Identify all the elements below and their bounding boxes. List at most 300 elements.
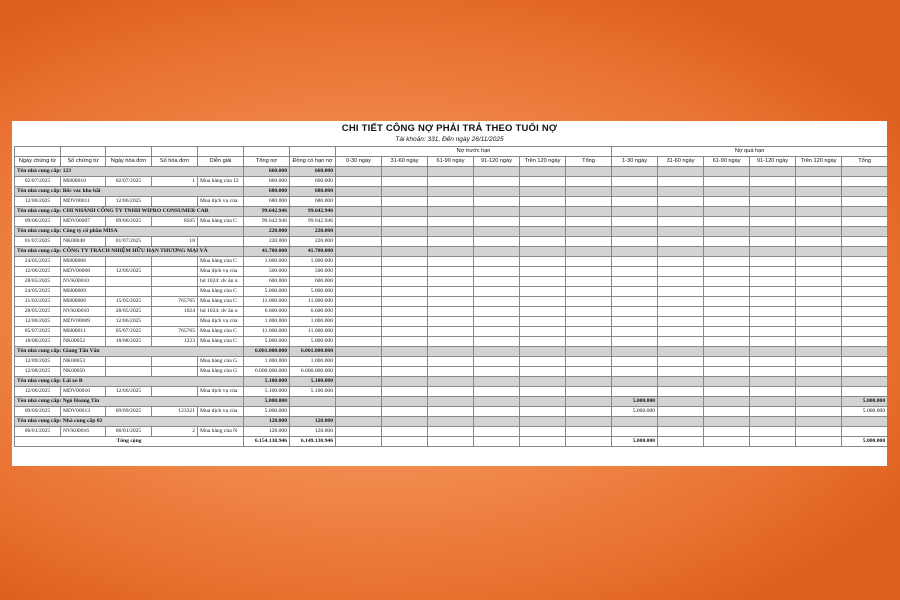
cell-overdue-total xyxy=(842,327,887,337)
cell-invoice-no xyxy=(152,267,198,277)
cell-invoice-no xyxy=(152,197,198,207)
cell-overdue xyxy=(658,197,704,207)
cell-overdue xyxy=(704,297,750,307)
cell-before-due xyxy=(474,277,520,287)
cell-overdue-1-30 xyxy=(612,177,658,187)
supplier-name: Tên nhà cung cấp: Giang Tấn Văn xyxy=(15,347,244,357)
cell-before-due xyxy=(566,347,612,357)
cell-voucher-date: 28/05/2025 xyxy=(15,277,61,287)
cell-has-term: 220.000 xyxy=(290,227,336,237)
cell-before-due xyxy=(520,407,566,417)
cell-total-debt: 6.000.000.000 xyxy=(244,367,290,377)
cell-before-due xyxy=(382,407,428,417)
cell-before-due xyxy=(336,367,382,377)
cell-before-due xyxy=(520,377,566,387)
cell-before-due xyxy=(428,357,474,367)
cell-invoice-date xyxy=(106,357,152,367)
cell-total-debt: 5.000.000 xyxy=(244,287,290,297)
cell-overdue xyxy=(796,217,842,227)
cell-overdue xyxy=(796,237,842,247)
cell-overdue xyxy=(750,317,796,327)
cell-voucher-no: MDV00010 xyxy=(61,387,106,397)
cell-before-due xyxy=(566,197,612,207)
cell-before-due xyxy=(566,287,612,297)
cell-overdue-1-30 xyxy=(612,347,658,357)
cell-before-due xyxy=(382,247,428,257)
cell-overdue-total: 5.000.000 xyxy=(842,437,887,447)
col-voucher-no: Số chứng từ xyxy=(61,157,106,167)
col-before-61-90: 61-90 ngày xyxy=(428,157,474,167)
cell-has-term: 660.000 xyxy=(290,167,336,177)
cell-total-debt: 6.154.130.946 xyxy=(244,437,290,447)
cell-before-due xyxy=(520,367,566,377)
cell-before-due xyxy=(428,397,474,407)
cell-before-due xyxy=(520,427,566,437)
cell-overdue xyxy=(658,347,704,357)
cell-before-due xyxy=(566,397,612,407)
cell-voucher-date: 06/01/2025 xyxy=(15,427,61,437)
cell-has-term: 128.000 xyxy=(290,427,336,437)
cell-invoice-date: 05/07/2025 xyxy=(106,327,152,337)
cell-total-debt: 99.642.946 xyxy=(244,207,290,217)
cell-before-due xyxy=(428,167,474,177)
table-row xyxy=(15,257,888,267)
cell-overdue xyxy=(750,427,796,437)
cell-before-due xyxy=(336,177,382,187)
cell-before-due xyxy=(428,377,474,387)
cell-overdue-total xyxy=(842,197,887,207)
supplier-name: Tên nhà cung cấp: CÔNG TY TRÁCH NHIỆM HỮU HẠN THƯƠNG MẠI VÀ xyxy=(15,247,244,257)
cell-overdue xyxy=(796,187,842,197)
supplier-name: Tên nhà cung cấp: CHI NHÁNH CÔNG TY TNHH WIPRO CONSUMER CAR xyxy=(15,207,244,217)
cell-overdue xyxy=(658,167,704,177)
cell-before-due xyxy=(566,367,612,377)
cell-before-due xyxy=(428,317,474,327)
header-before-due: Nợ trước hạn xyxy=(336,147,612,157)
table-row xyxy=(15,427,888,437)
cell-invoice-date xyxy=(106,287,152,297)
cell-before-due xyxy=(428,247,474,257)
cell-before-due xyxy=(382,317,428,327)
cell-voucher-no: NK00052 xyxy=(61,337,106,347)
cell-before-due xyxy=(382,167,428,177)
cell-total-debt: 11.000.000 xyxy=(244,327,290,337)
cell-voucher-no: NVK00010 xyxy=(61,307,106,317)
cell-invoice-date xyxy=(106,367,152,377)
cell-overdue xyxy=(658,267,704,277)
cell-total-debt: 500.000 xyxy=(244,267,290,277)
cell-overdue xyxy=(704,257,750,267)
cell-before-due xyxy=(428,427,474,437)
cell-overdue xyxy=(658,307,704,317)
cell-overdue-1-30 xyxy=(612,167,658,177)
cell-total-debt: 5.000.000 xyxy=(244,337,290,347)
cell-overdue xyxy=(658,417,704,427)
cell-invoice-date: 01/07/2025 xyxy=(106,237,152,247)
cell-overdue xyxy=(658,377,704,387)
table-row xyxy=(15,177,888,187)
cell-overdue xyxy=(796,227,842,237)
cell-before-due xyxy=(382,437,428,447)
cell-overdue xyxy=(658,397,704,407)
supplier-name: Tên nhà cung cấp: Công ty cổ phần MISA xyxy=(15,227,244,237)
col-overdue-1-30: 1-30 ngày xyxy=(612,157,658,167)
cell-overdue xyxy=(750,437,796,447)
cell-before-due xyxy=(520,277,566,287)
cell-overdue xyxy=(704,287,750,297)
cell-before-due xyxy=(520,357,566,367)
cell-total-debt: 680.000 xyxy=(244,187,290,197)
cell-voucher-no: MDV00013 xyxy=(61,407,106,417)
cell-invoice-no: 123321 xyxy=(152,407,198,417)
cell-before-due xyxy=(382,347,428,357)
cell-before-due xyxy=(566,307,612,317)
cell-has-term: 500.000 xyxy=(290,267,336,277)
cell-overdue-total xyxy=(842,287,887,297)
table-row xyxy=(15,287,888,297)
cell-before-due xyxy=(566,357,612,367)
cell-voucher-date: 12/06/2025 xyxy=(15,197,61,207)
cell-total-debt: 5.000.000 xyxy=(244,397,290,407)
cell-before-due xyxy=(336,297,382,307)
cell-total-debt: 5.100.000 xyxy=(244,377,290,387)
cell-voucher-date: 12/06/2025 xyxy=(15,317,61,327)
cell-total-debt: 128.000 xyxy=(244,417,290,427)
cell-overdue-1-30 xyxy=(612,417,658,427)
cell-description: Mua dịch vụ của xyxy=(198,387,244,397)
cell-overdue-total xyxy=(842,267,887,277)
cell-voucher-no: MDV00009 xyxy=(61,317,106,327)
cell-before-due xyxy=(520,177,566,187)
cell-before-due xyxy=(336,417,382,427)
supplier-group-row xyxy=(15,347,888,357)
cell-has-term: 41.700.000 xyxy=(290,247,336,257)
supplier-group-row xyxy=(15,187,888,197)
cell-before-due xyxy=(428,207,474,217)
cell-overdue-1-30 xyxy=(612,327,658,337)
cell-before-due xyxy=(566,257,612,267)
cell-before-due xyxy=(474,437,520,447)
supplier-group-row xyxy=(15,167,888,177)
cell-before-due xyxy=(520,247,566,257)
cell-total-debt: 99.642.946 xyxy=(244,217,290,227)
cell-voucher-date: 05/07/2025 xyxy=(15,327,61,337)
cell-overdue xyxy=(658,247,704,257)
cell-voucher-no: MDV00011 xyxy=(61,197,106,207)
col-total-debt: Tổng nợ xyxy=(244,157,290,167)
cell-overdue-total xyxy=(842,367,887,377)
cell-before-due xyxy=(474,377,520,387)
cell-invoice-date: 06/01/2025 xyxy=(106,427,152,437)
cell-description: Mua hàng của 12 xyxy=(198,177,244,187)
col-invoice-date: Ngày hóa đơn xyxy=(106,157,152,167)
supplier-name: Tên nhà cung cấp: Nhà cung cấp 02 xyxy=(15,417,244,427)
cell-overdue xyxy=(750,237,796,247)
cell-before-due xyxy=(382,377,428,387)
cell-before-due xyxy=(566,187,612,197)
cell-before-due xyxy=(336,427,382,437)
cell-before-due xyxy=(520,337,566,347)
cell-before-due xyxy=(566,337,612,347)
cell-before-due xyxy=(520,207,566,217)
cell-has-term xyxy=(290,407,336,417)
cell-before-due xyxy=(474,167,520,177)
cell-before-due xyxy=(474,427,520,437)
cell-invoice-date: 12/06/2025 xyxy=(106,267,152,277)
cell-voucher-no: NVK00010 xyxy=(61,277,106,287)
cell-overdue-1-30 xyxy=(612,287,658,297)
cell-overdue xyxy=(704,177,750,187)
cell-has-term xyxy=(290,397,336,407)
cell-description: hd 1024: dv ăn u xyxy=(198,277,244,287)
cell-description: Mua hàng của G xyxy=(198,357,244,367)
cell-before-due xyxy=(520,307,566,317)
cell-voucher-date: 12/09/2025 xyxy=(15,357,61,367)
cell-overdue-1-30 xyxy=(612,187,658,197)
cell-overdue-total xyxy=(842,167,887,177)
cell-before-due xyxy=(428,217,474,227)
cell-overdue-total xyxy=(842,257,887,267)
cell-overdue xyxy=(796,377,842,387)
cell-voucher-no: NK00053 xyxy=(61,357,106,367)
cell-before-due xyxy=(336,317,382,327)
cell-total-debt: 600.000 xyxy=(244,277,290,287)
cell-before-due xyxy=(566,167,612,177)
cell-overdue xyxy=(704,427,750,437)
cell-before-due xyxy=(382,257,428,267)
cell-voucher-date: 31/03/2025 xyxy=(15,297,61,307)
cell-total-debt: 128.000 xyxy=(244,427,290,437)
cell-before-due xyxy=(428,287,474,297)
cell-before-due xyxy=(474,197,520,207)
cell-before-due xyxy=(520,267,566,277)
cell-before-due xyxy=(336,257,382,267)
cell-before-due xyxy=(428,307,474,317)
cell-before-due xyxy=(566,297,612,307)
cell-before-due xyxy=(382,357,428,367)
cell-overdue xyxy=(750,187,796,197)
cell-overdue xyxy=(704,277,750,287)
cell-before-due xyxy=(428,437,474,447)
cell-before-due xyxy=(336,187,382,197)
supplier-group-row xyxy=(15,377,888,387)
cell-overdue xyxy=(658,337,704,347)
cell-invoice-no xyxy=(152,257,198,267)
cell-overdue-total xyxy=(842,347,887,357)
cell-before-due xyxy=(382,187,428,197)
cell-overdue-total xyxy=(842,247,887,257)
supplier-group-row xyxy=(15,207,888,217)
cell-total-debt: 41.700.000 xyxy=(244,247,290,257)
cell-before-due xyxy=(566,217,612,227)
cell-has-term: 1.000.000 xyxy=(290,357,336,367)
cell-before-due xyxy=(474,267,520,277)
cell-overdue-total xyxy=(842,227,887,237)
cell-before-due xyxy=(336,387,382,397)
cell-has-term: 680.000 xyxy=(290,197,336,207)
cell-before-due xyxy=(382,217,428,227)
cell-description: Mua hàng của C xyxy=(198,257,244,267)
cell-overdue xyxy=(704,397,750,407)
cell-overdue xyxy=(658,217,704,227)
table-row xyxy=(15,307,888,317)
cell-invoice-no xyxy=(152,277,198,287)
cell-overdue xyxy=(704,227,750,237)
cell-before-due xyxy=(566,387,612,397)
cell-invoice-date: 12/06/2025 xyxy=(106,197,152,207)
cell-description xyxy=(198,237,244,247)
cell-overdue xyxy=(796,167,842,177)
cell-before-due xyxy=(428,347,474,357)
table-row xyxy=(15,367,888,377)
col-before-0-30: 0-30 ngày xyxy=(336,157,382,167)
cell-overdue xyxy=(796,317,842,327)
cell-overdue-1-30 xyxy=(612,207,658,217)
cell-voucher-no: MH00010 xyxy=(61,177,106,187)
cell-overdue xyxy=(796,287,842,297)
cell-overdue xyxy=(704,237,750,247)
cell-overdue xyxy=(658,387,704,397)
cell-has-term: 600.000 xyxy=(290,277,336,287)
cell-before-due xyxy=(336,227,382,237)
cell-overdue xyxy=(796,267,842,277)
cell-overdue xyxy=(796,307,842,317)
cell-overdue-total xyxy=(842,417,887,427)
cell-overdue xyxy=(796,437,842,447)
cell-overdue-total: 5.000.000 xyxy=(842,407,887,417)
cell-before-due xyxy=(336,197,382,207)
cell-overdue xyxy=(704,387,750,397)
table-row xyxy=(15,407,888,417)
cell-overdue xyxy=(796,337,842,347)
cell-overdue xyxy=(658,407,704,417)
cell-overdue xyxy=(750,407,796,417)
cell-overdue xyxy=(750,367,796,377)
cell-before-due xyxy=(474,227,520,237)
cell-invoice-no: 2 xyxy=(152,427,198,437)
cell-voucher-date: 09/09/2025 xyxy=(15,407,61,417)
cell-before-due xyxy=(336,377,382,387)
cell-overdue xyxy=(704,337,750,347)
cell-before-due xyxy=(382,227,428,237)
cell-overdue-1-30 xyxy=(612,277,658,287)
cell-overdue xyxy=(658,297,704,307)
cell-total-debt: 660.000 xyxy=(244,177,290,187)
cell-invoice-no xyxy=(152,357,198,367)
cell-overdue xyxy=(796,357,842,367)
cell-before-due xyxy=(336,167,382,177)
cell-overdue-1-30 xyxy=(612,227,658,237)
table-row xyxy=(15,327,888,337)
cell-invoice-no: 18 xyxy=(152,237,198,247)
cell-overdue xyxy=(704,307,750,317)
cell-overdue-total xyxy=(842,237,887,247)
cell-overdue xyxy=(658,367,704,377)
table-header xyxy=(15,147,888,167)
cell-before-due xyxy=(382,387,428,397)
cell-before-due xyxy=(566,177,612,187)
cell-before-due xyxy=(566,237,612,247)
cell-overdue-1-30 xyxy=(612,257,658,267)
grand-total-label: Tổng cộng xyxy=(15,437,244,447)
cell-overdue xyxy=(658,427,704,437)
cell-overdue xyxy=(750,177,796,187)
cell-invoice-no: 765765 xyxy=(152,297,198,307)
cell-before-due xyxy=(474,397,520,407)
cell-overdue xyxy=(750,347,796,357)
cell-overdue xyxy=(796,327,842,337)
col-has-term: Đồng có hạn nợ xyxy=(290,157,336,167)
cell-overdue xyxy=(658,177,704,187)
cell-has-term: 5.100.000 xyxy=(290,387,336,397)
cell-description: Mua hàng của C xyxy=(198,287,244,297)
cell-voucher-no: MDV00007 xyxy=(61,217,106,227)
cell-overdue xyxy=(704,187,750,197)
cell-invoice-date: 12/06/2025 xyxy=(106,317,152,327)
cell-before-due xyxy=(520,397,566,407)
cell-before-due xyxy=(474,177,520,187)
cell-voucher-no: MH00008 xyxy=(61,257,106,267)
cell-description: Mua hàng của C xyxy=(198,217,244,227)
cell-overdue xyxy=(658,237,704,247)
cell-overdue xyxy=(704,247,750,257)
cell-before-due xyxy=(382,287,428,297)
cell-has-term: 6.600.000 xyxy=(290,307,336,317)
cell-invoice-date: 02/07/2025 xyxy=(106,177,152,187)
cell-before-due xyxy=(336,437,382,447)
cell-before-due xyxy=(428,327,474,337)
cell-before-due xyxy=(382,307,428,317)
cell-before-due xyxy=(336,247,382,257)
cell-overdue xyxy=(750,247,796,257)
cell-overdue xyxy=(750,337,796,347)
cell-before-due xyxy=(474,337,520,347)
supplier-group-row xyxy=(15,397,888,407)
table-row xyxy=(15,357,888,367)
cell-before-due xyxy=(382,267,428,277)
cell-before-due xyxy=(474,307,520,317)
cell-before-due xyxy=(336,207,382,217)
cell-before-due xyxy=(520,347,566,357)
cell-invoice-no xyxy=(152,287,198,297)
col-description: Diễn giải xyxy=(198,157,244,167)
cell-overdue xyxy=(750,277,796,287)
cell-before-due xyxy=(566,267,612,277)
cell-overdue xyxy=(750,377,796,387)
cell-description: Mua dịch vụ của xyxy=(198,317,244,327)
cell-overdue-1-30 xyxy=(612,237,658,247)
cell-before-due xyxy=(520,197,566,207)
cell-before-due xyxy=(474,347,520,357)
table-row xyxy=(15,337,888,347)
cell-before-due xyxy=(566,437,612,447)
cell-before-due xyxy=(520,317,566,327)
cell-voucher-date: 01/07/2025 xyxy=(15,237,61,247)
cell-overdue xyxy=(750,297,796,307)
cell-voucher-date: 12/06/2025 xyxy=(15,267,61,277)
cell-total-debt: 660.000 xyxy=(244,167,290,177)
cell-overdue-1-30: 5.000.000 xyxy=(612,407,658,417)
cell-before-due xyxy=(336,337,382,347)
cell-voucher-no: MH00011 xyxy=(61,327,106,337)
cell-overdue xyxy=(704,367,750,377)
cell-before-due xyxy=(566,247,612,257)
cell-before-due xyxy=(336,347,382,357)
report-sheet xyxy=(12,121,887,466)
cell-before-due xyxy=(566,207,612,217)
cell-before-due xyxy=(566,377,612,387)
cell-before-due xyxy=(382,277,428,287)
